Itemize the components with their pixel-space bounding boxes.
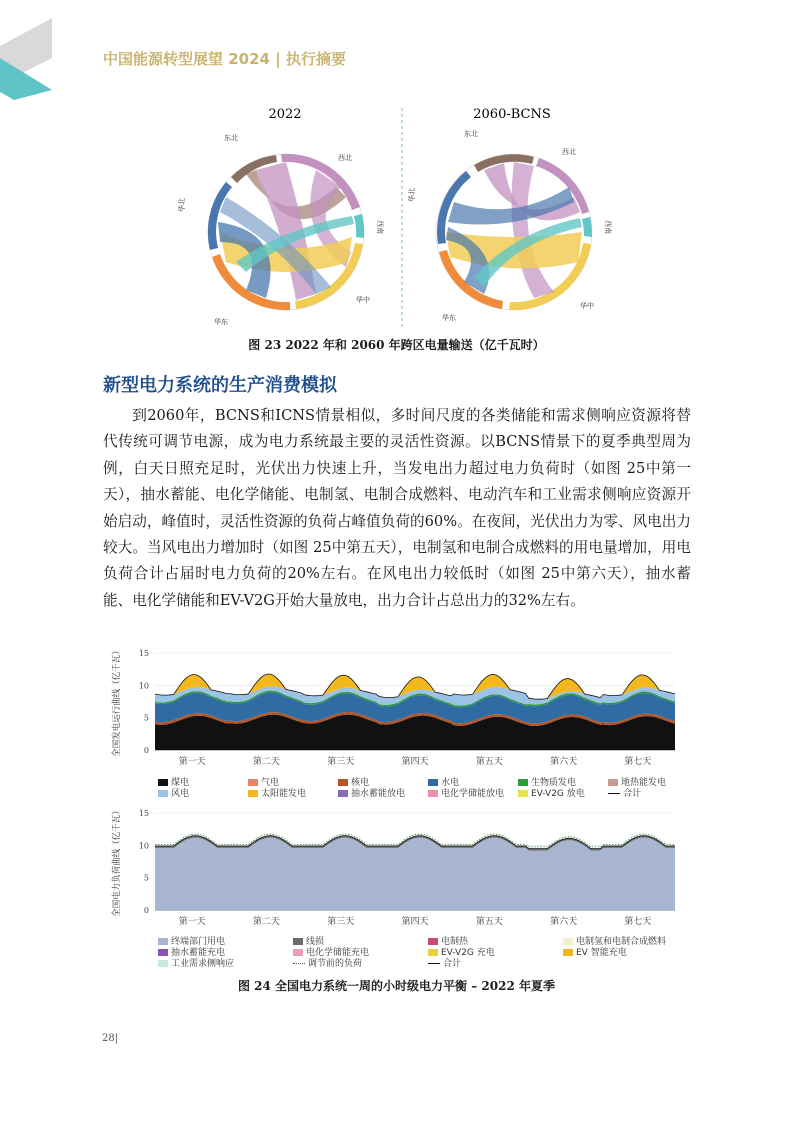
x-tick-label: 第七天 (624, 917, 652, 927)
region-label-xinan: 西南 (376, 220, 384, 234)
figure-23-caption: 图 23 2022 年和 2060 年跨区电量输送（亿千瓦时） (248, 338, 545, 352)
x-tick-label: 第五天 (475, 757, 503, 767)
header-separator: | (275, 50, 281, 68)
load-legend (158, 934, 698, 970)
region-label-huazhong: 华中 (356, 296, 370, 304)
legend-swatch (563, 949, 573, 956)
legend-swatch (158, 960, 168, 967)
legend-label: 线损 (306, 937, 325, 947)
region-label-xinan-2060: 西南 (604, 220, 612, 234)
legend-item (158, 956, 234, 969)
x-tick-label: 第二天 (252, 757, 280, 767)
legend-swatch (158, 938, 168, 945)
y-tick-label: 5 (143, 873, 149, 883)
legend-item (338, 786, 405, 799)
legend-swatch (518, 790, 528, 797)
legend-label: 气电 (261, 778, 280, 788)
legend-swatch (248, 779, 258, 786)
header-title-text: 中国能源转型展望 2024 (103, 50, 270, 68)
section-heading: 新型电力系统的生产消费模拟 (103, 375, 337, 396)
legend-swatch (428, 779, 438, 786)
x-tick-label: 第四天 (401, 917, 429, 927)
figure-23-right-label: 2060-BCNS (473, 107, 551, 122)
legend-label: 风电 (171, 789, 190, 799)
generation-chart (105, 645, 685, 770)
load-chart (105, 805, 685, 930)
region-label-dongbei-2060: 东北 (464, 130, 478, 138)
legend-item (518, 786, 585, 799)
legend-item (608, 786, 641, 799)
legend-label: 终端部门用电 (171, 937, 226, 947)
legend-label: 电制热 (441, 937, 469, 947)
legend-item (248, 786, 306, 799)
legend-label: 电化学储能充电 (306, 948, 370, 958)
legend-label: 抽水蓄能放电 (351, 789, 406, 799)
region-label-huadong: 华东 (214, 318, 228, 326)
legend-label: 合计 (443, 959, 462, 969)
legend-swatch (293, 949, 303, 956)
legend-item (293, 956, 362, 969)
region-label-huadong-2060: 华东 (442, 314, 456, 322)
legend-label: EV 智能充电 (576, 948, 627, 958)
y-tick-label: 0 (143, 746, 149, 755)
legend-swatch (428, 949, 438, 956)
x-tick-label: 第三天 (327, 917, 355, 927)
figure-23-chord-diagrams (180, 100, 620, 335)
header-subtitle: 执行摘要 (285, 50, 346, 68)
legend-label: 抽水蓄能充电 (171, 948, 226, 958)
region-label-xibei-2060: 西北 (562, 148, 576, 156)
y-tick-label: 15 (138, 649, 149, 658)
legend-swatch (428, 963, 440, 964)
x-tick-label: 第二天 (252, 917, 280, 927)
y-axis-label: 全国电力负荷曲线（亿千瓦） (112, 806, 122, 917)
legend-label: 太阳能发电 (261, 789, 307, 799)
x-tick-label: 第六天 (550, 757, 578, 767)
legend-label: 生物质发电 (531, 778, 577, 788)
legend-item (563, 945, 627, 958)
region-label-xibei: 西北 (338, 154, 352, 162)
arc-xinan (354, 214, 364, 238)
generation-legend (158, 775, 698, 801)
figure-24-caption: 图 24 全国电力系统一周的小时级电力平衡 – 2022 年夏季 (238, 979, 555, 993)
chord-diagram-2022 (177, 133, 385, 326)
legend-label: 工业需求侧响应 (171, 959, 235, 969)
page-number-value: 28 (102, 1033, 115, 1044)
body-paragraph-container (103, 403, 691, 614)
legend-swatch (158, 949, 168, 956)
y-tick-label: 0 (143, 906, 149, 915)
legend-swatch (248, 790, 258, 797)
body-paragraph: 到2060年，BCNS和ICNS情景相似，多时间尺度的各类储能和需求侧响应资源将替代传统可调节电源，成为电力系统最主要的灵活性资源。以BCNS情景下的夏季典型周为例，白天日照充足时，光伏出力快速上升，当发电出力超过电力负荷时（如图 25中第一天），抽水蓄能、电化学储能、电制氢、电制合成燃料、电动汽车和工业需求侧响应资源开始启动，峰值时，灵活性资源的负荷占峰值负荷的60%。在夜间，光伏出力为零、风电出力较大。当风电出力增加时（如图 25中第五天），电制氢和电制合成燃料的用电量增加，用电负荷合计占届时电力负荷的20%左右。在风电出力较低时（如图 25中第六天），抽水蓄能、电化学储能和EV-V2G开始大量放电，出力合计占总出力的32%左右。 (103, 407, 691, 609)
y-tick-label: 10 (138, 681, 149, 691)
legend-swatch (518, 779, 528, 786)
region-label-dongbei: 东北 (224, 134, 238, 142)
arc-xinan-2060 (582, 217, 592, 237)
legend-label: 合计 (623, 789, 642, 799)
legend-swatch (158, 779, 168, 786)
x-tick-label: 第五天 (475, 917, 503, 927)
page-number-separator: | (114, 1033, 119, 1044)
legend-swatch (158, 790, 168, 797)
legend-swatch (563, 938, 573, 945)
y-tick-label: 10 (138, 841, 149, 851)
y-tick-label: 15 (138, 809, 149, 818)
region-label-huabei-2060: 华北 (408, 188, 416, 202)
legend-swatch (338, 790, 348, 797)
legend-label: EV-V2G 充电 (441, 948, 495, 958)
x-tick-label: 第七天 (624, 757, 652, 767)
legend-swatch (428, 938, 438, 945)
y-axis-label: 全国发电运行曲线（亿千瓦） (112, 646, 122, 757)
legend-swatch (293, 938, 303, 945)
legend-label: 煤电 (171, 778, 190, 788)
legend-label: 电化学储能放电 (441, 789, 505, 799)
region-label-huabei: 华北 (178, 198, 186, 212)
legend-item (428, 786, 504, 799)
legend-label: 地热能发电 (621, 778, 667, 788)
legend-item (158, 786, 189, 799)
y-tick-label: 5 (143, 713, 149, 723)
figure-23-left-label: 2022 (268, 107, 302, 122)
legend-swatch (428, 790, 438, 797)
x-tick-label: 第四天 (401, 757, 429, 767)
legend-label: 调节前的负荷 (308, 959, 363, 969)
chord-diagram-2060 (407, 129, 613, 322)
legend-swatch (293, 963, 305, 964)
legend-item (428, 956, 461, 969)
legend-label: EV-V2G 放电 (531, 789, 585, 799)
legend-swatch (338, 779, 348, 786)
legend-label: 水电 (441, 778, 460, 788)
x-tick-label: 第一天 (178, 757, 206, 767)
legend-label: 核电 (351, 778, 370, 788)
x-tick-label: 第一天 (178, 917, 206, 927)
region-label-huazhong-2060: 华中 (580, 302, 594, 310)
legend-label: 电制氢和电制合成燃料 (576, 937, 667, 947)
legend-swatch (608, 779, 618, 786)
x-tick-label: 第六天 (550, 917, 578, 927)
page-number (102, 1033, 118, 1044)
corner-decoration (0, 18, 60, 100)
legend-swatch (608, 793, 620, 794)
x-tick-label: 第三天 (327, 757, 355, 767)
header-title (103, 48, 346, 69)
